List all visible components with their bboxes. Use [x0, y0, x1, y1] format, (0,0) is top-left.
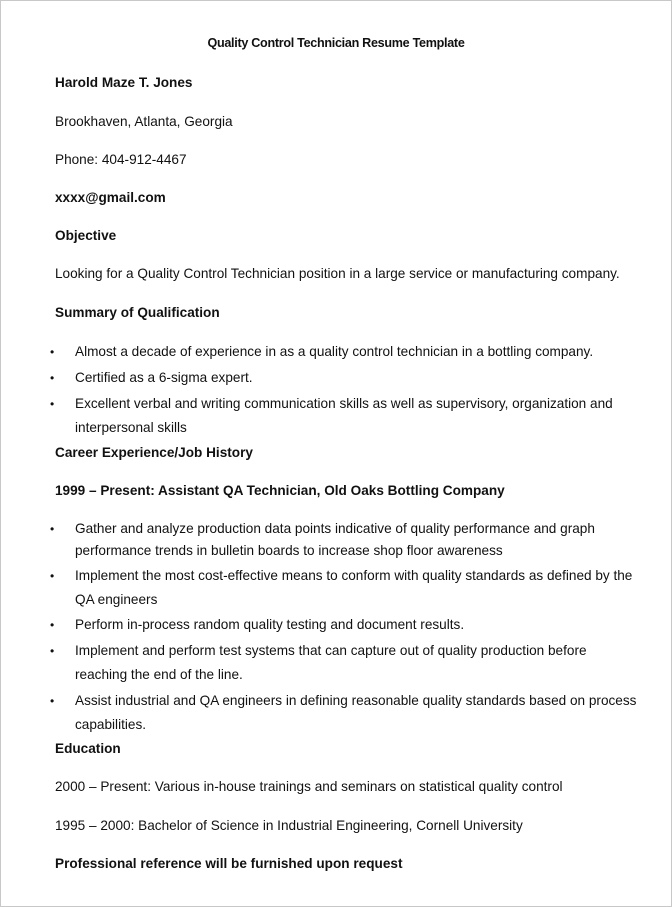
education-entry: 1995 – 2000: Bachelor of Science in Industrial Engineering, Cornell University	[55, 818, 523, 833]
job-position: 1999 – Present: Assistant QA Technician, Old Oaks Bottling Company	[55, 483, 505, 498]
candidate-phone: Phone: 404-912-4467	[55, 152, 187, 167]
summary-heading: Summary of Qualification	[55, 305, 220, 320]
career-heading: Career Experience/Job History	[55, 445, 253, 460]
list-item-text: Assist industrial and QA engineers in defining reasonable quality standards based on process capabilities.	[75, 693, 637, 732]
list-item-text: Almost a decade of experience in as a quality control technician in a bottling company.	[75, 344, 594, 359]
bullet-icon: •	[50, 618, 55, 632]
bullet-icon: •	[50, 397, 55, 411]
reference-note: Professional reference will be furnished upon request	[55, 856, 403, 871]
objective-heading: Objective	[55, 228, 117, 243]
list-item-text: Implement and perform test systems that can capture out of quality production before reaching the end of the line.	[75, 643, 587, 682]
bullet-icon: •	[50, 345, 55, 359]
list-item-text: Gather and analyze production data points indicative of quality performance and graph performance trends in bulletin boards to increase shop floor awareness	[75, 521, 595, 558]
education-heading: Education	[55, 741, 121, 756]
candidate-email: xxxx@gmail.com	[55, 190, 166, 205]
list-item-text: Implement the most cost-effective means to conform with quality standards as defined by the QA engineers	[75, 568, 633, 607]
candidate-name: Harold Maze T. Jones	[55, 75, 193, 90]
bullet-icon: •	[50, 522, 55, 536]
document-title: Quality Control Technician Resume Template	[207, 36, 465, 50]
bullet-icon: •	[50, 569, 55, 583]
list-item-text: Excellent verbal and writing communication skills as well as supervisory, organization and interpersonal skills	[75, 396, 613, 435]
candidate-address: Brookhaven, Atlanta, Georgia	[55, 114, 233, 129]
list-item-text: Certified as a 6-sigma expert.	[75, 370, 253, 385]
list-item-text: Perform in-process random quality testing and document results.	[75, 617, 465, 632]
bullet-icon: •	[50, 644, 55, 658]
objective-text: Looking for a Quality Control Technician position in a large service or manufacturing company.	[55, 266, 620, 281]
bullet-icon: •	[50, 371, 55, 385]
bullet-icon: •	[50, 694, 55, 708]
education-entry: 2000 – Present: Various in-house trainings and seminars on statistical quality control	[55, 779, 563, 794]
